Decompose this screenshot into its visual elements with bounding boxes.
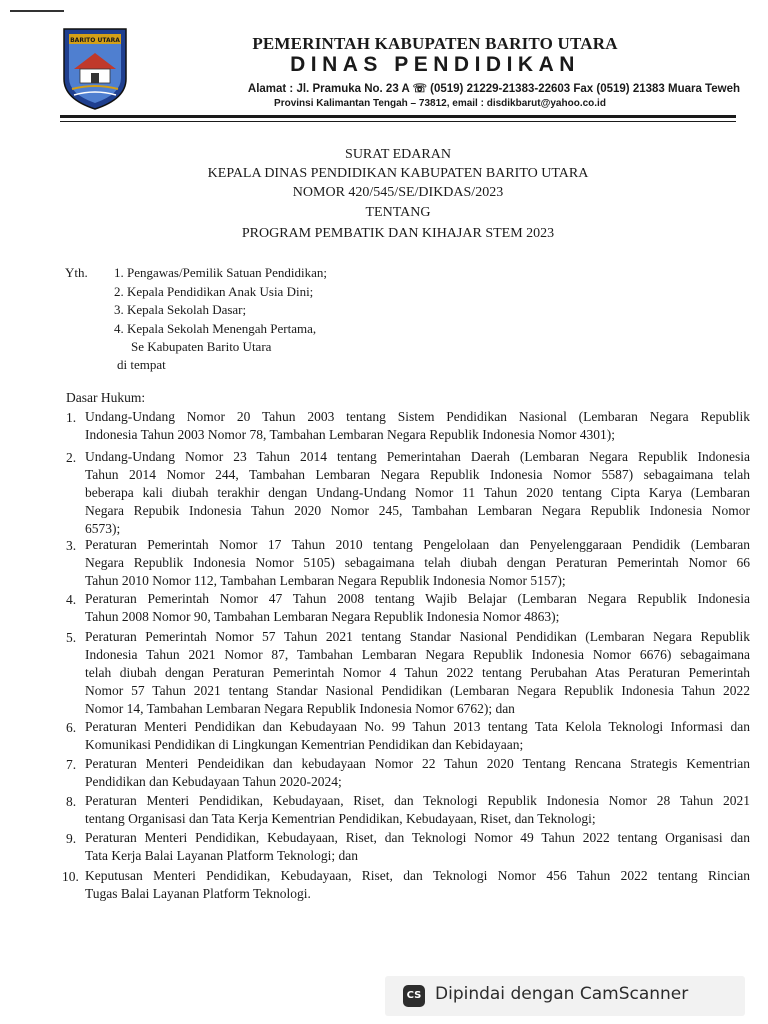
legal-basis-number: 9. — [66, 831, 77, 846]
legal-basis-line: Indonesia Tahun 2021 Nomor 87, Tambahan Lembaran Negara Republik Indonesia Nomor 6676) sebagaimana — [85, 647, 750, 662]
legal-basis-number: 4. — [66, 592, 77, 607]
letterhead-rule-thick — [60, 115, 736, 118]
legal-basis-number: 3. — [66, 538, 77, 553]
legal-basis-line: Tahun 2014 Nomor 244, Tambahan Lembaran Negara Republik Indonesia Nomor 5587) sebagaimana telah — [85, 467, 750, 482]
legal-basis-number: 6. — [66, 720, 77, 735]
letterhead-rule-thin — [60, 121, 736, 122]
issuer: KEPALA DINAS PENDIDIKAN KABUPATEN BARITO UTARA — [207, 166, 589, 181]
legal-basis-line: Pendidikan dan Kebudayaan Tahun 2020-2024; — [85, 774, 342, 789]
tentang-label: TENTANG — [365, 205, 431, 220]
legal-basis-line: Komunikasi Pendidikan di Lingkungan Kementrian Pendidikan dan Kebidayaan; — [85, 737, 524, 752]
addressee-item: 4. Kepala Sekolah Menengah Pertama, — [114, 321, 317, 336]
addressee-item: 2. Kepala Pendidikan Anak Usia Dini; — [114, 284, 314, 299]
doc-number: NOMOR 420/545/SE/DIKDAS/2023 — [292, 185, 504, 200]
legal-basis-line: Peraturan Menteri Pendidikan, Kebudayaan, Riset, dan Teknologi Nomor 49 Tahun 2022 tentang Organisasi dan — [85, 830, 750, 845]
letterhead-government-name: PEMERINTAH KABUPATEN BARITO UTARA — [252, 34, 618, 53]
legal-basis-line: Negara Republik Indonesia Nomor 5105) sebagaimana telah diubah dengan Peraturan Pemerintah Nomor 66 — [85, 555, 750, 570]
letterhead-address: Alamat : Jl. Pramuka No. 23 A ☏ (0519) 21229-21383-22603 Fax (0519) 21383 Muara Teweh — [247, 83, 740, 95]
addressee-item: 1. Pengawas/Pemilik Satuan Pendidikan; — [114, 265, 328, 280]
doc-subject: PROGRAM PEMBATIK DAN KIHAJAR STEM 2023 — [241, 226, 555, 241]
legal-basis-label: Dasar Hukum: — [66, 390, 146, 405]
barito-utara-logo — [60, 25, 130, 111]
addressee-item: 3. Kepala Sekolah Dasar; — [114, 302, 247, 317]
legal-basis-line: Peraturan Pemerintah Nomor 47 Tahun 2008 tentang Wajib Belajar (Lembaran Negara Republik Indonesia — [85, 591, 750, 606]
legal-basis-line: Peraturan Menteri Pendeidikan dan kebudayaan Nomor 22 Tahun 2020 Tentang Rencana Strategis Kementrian — [85, 756, 750, 771]
legal-basis-line: Nomor 57 Tahun 2021 tentang Standar Nasional Pendidikan (Lembaran Negara Republik Indonesia Tahun 2022 — [85, 683, 750, 698]
legal-basis-line: Keputusan Menteri Pendidikan, Kebudayaan, Riset, dan Teknologi Nomor 456 Tahun 2022 tentang Rincian — [85, 868, 750, 883]
addressee-region: Se Kabupaten Barito Utara — [131, 339, 272, 354]
camscanner-text: Dipindai dengan CamScanner — [435, 984, 689, 1004]
legal-basis-line: Nomor 14, Tambahan Lembaran Negara Republik Indonesia Nomor 6762); dan — [85, 701, 515, 716]
svg-text:BARITO UTARA: BARITO UTARA — [70, 37, 120, 44]
legal-basis-number: 10. — [62, 869, 79, 884]
legal-basis-line: Negara Repubik Indonesia Tahun 2020 Nomor 245, Tambahan Lembaran Negara Republik Indonesia Nomor — [85, 503, 750, 518]
legal-basis-line: Peraturan Pemerintah Nomor 57 Tahun 2021 tentang Standar Nasional Pendidikan (Lembaran Negara Republik — [85, 629, 750, 644]
doc-type: SURAT EDARAN — [345, 147, 451, 162]
camscanner-icon: CS — [403, 985, 425, 1007]
legal-basis-line: beberapa kali diubah terakhir dengan Undang-Undang Nomor 11 Tahun 2020 tentang Cipta Karya (Lembaran — [85, 485, 750, 500]
legal-basis-line: Peraturan Menteri Pendidikan, Kebudayaan, Riset, dan Teknologi Republik Indonesia Nomor 28 Tahun 2021 — [85, 793, 750, 808]
legal-basis-line: Undang-Undang Nomor 20 Tahun 2003 tentang Sistem Pendidikan Nasional (Lembaran Negara Republik — [85, 409, 750, 424]
legal-basis-line: telah diubah dengan Peraturan Pemerintah Nomor 4 Tahun 2022 tentang Perubahan Atas Peraturan Pemerintah — [85, 665, 750, 680]
scan-corner-mark — [10, 10, 64, 12]
legal-basis-number: 2. — [66, 450, 77, 465]
legal-basis-line: Indonesia Tahun 2003 Nomor 78, Tambahan Lembaran Negara Republik Indonesia Nomor 4301); — [85, 427, 615, 442]
legal-basis-line: Tahun 2008 Nomor 90, Tambahan Lembaran Negara Republik Indonesia Nomor 4863); — [85, 609, 560, 624]
legal-basis-line: Tata Kerja Balai Layanan Platform Teknologi; dan — [85, 848, 359, 863]
legal-basis-number: 5. — [66, 630, 77, 645]
camscanner-watermark — [385, 976, 745, 1016]
letterhead-province-email: Provinsi Kalimantan Tengah – 73812, email : disdikbarut@yahoo.co.id — [274, 98, 606, 109]
legal-basis-number: 7. — [66, 757, 77, 772]
legal-basis-number: 8. — [66, 794, 77, 809]
addressee-place: di tempat — [117, 357, 166, 372]
legal-basis-line: Peraturan Pemerintah Nomor 17 Tahun 2010 tentang Pengelolaan dan Penyelenggaraan Pendidik (Lembaran — [85, 537, 750, 552]
addressee-label: Yth. — [65, 265, 88, 280]
legal-basis-line: Undang-Undang Nomor 23 Tahun 2014 tentang Pemerintahan Daerah (Lembaran Negara Republik Indonesia — [85, 449, 750, 464]
letterhead-office-name: DINAS PENDIDIKAN — [290, 53, 580, 76]
legal-basis-line: Tugas Balai Layanan Platform Teknologi. — [85, 886, 311, 901]
legal-basis-line: Tahun 2010 Nomor 112, Tambahan Lembaran Negara Republik Indonesia Nomor 5157); — [85, 573, 566, 588]
legal-basis-line: 6573); — [85, 521, 121, 536]
legal-basis-line: tentang Organisasi dan Tata Kerja Kementrian Pendidikan, Kebudayaan, Riset, dan Teknologi; — [85, 811, 596, 826]
legal-basis-line: Peraturan Menteri Pendidikan dan Kebudayaan No. 99 Tahun 2013 tentang Tata Kelola Teknologi Informasi dan — [85, 719, 750, 734]
legal-basis-number: 1. — [66, 410, 77, 425]
